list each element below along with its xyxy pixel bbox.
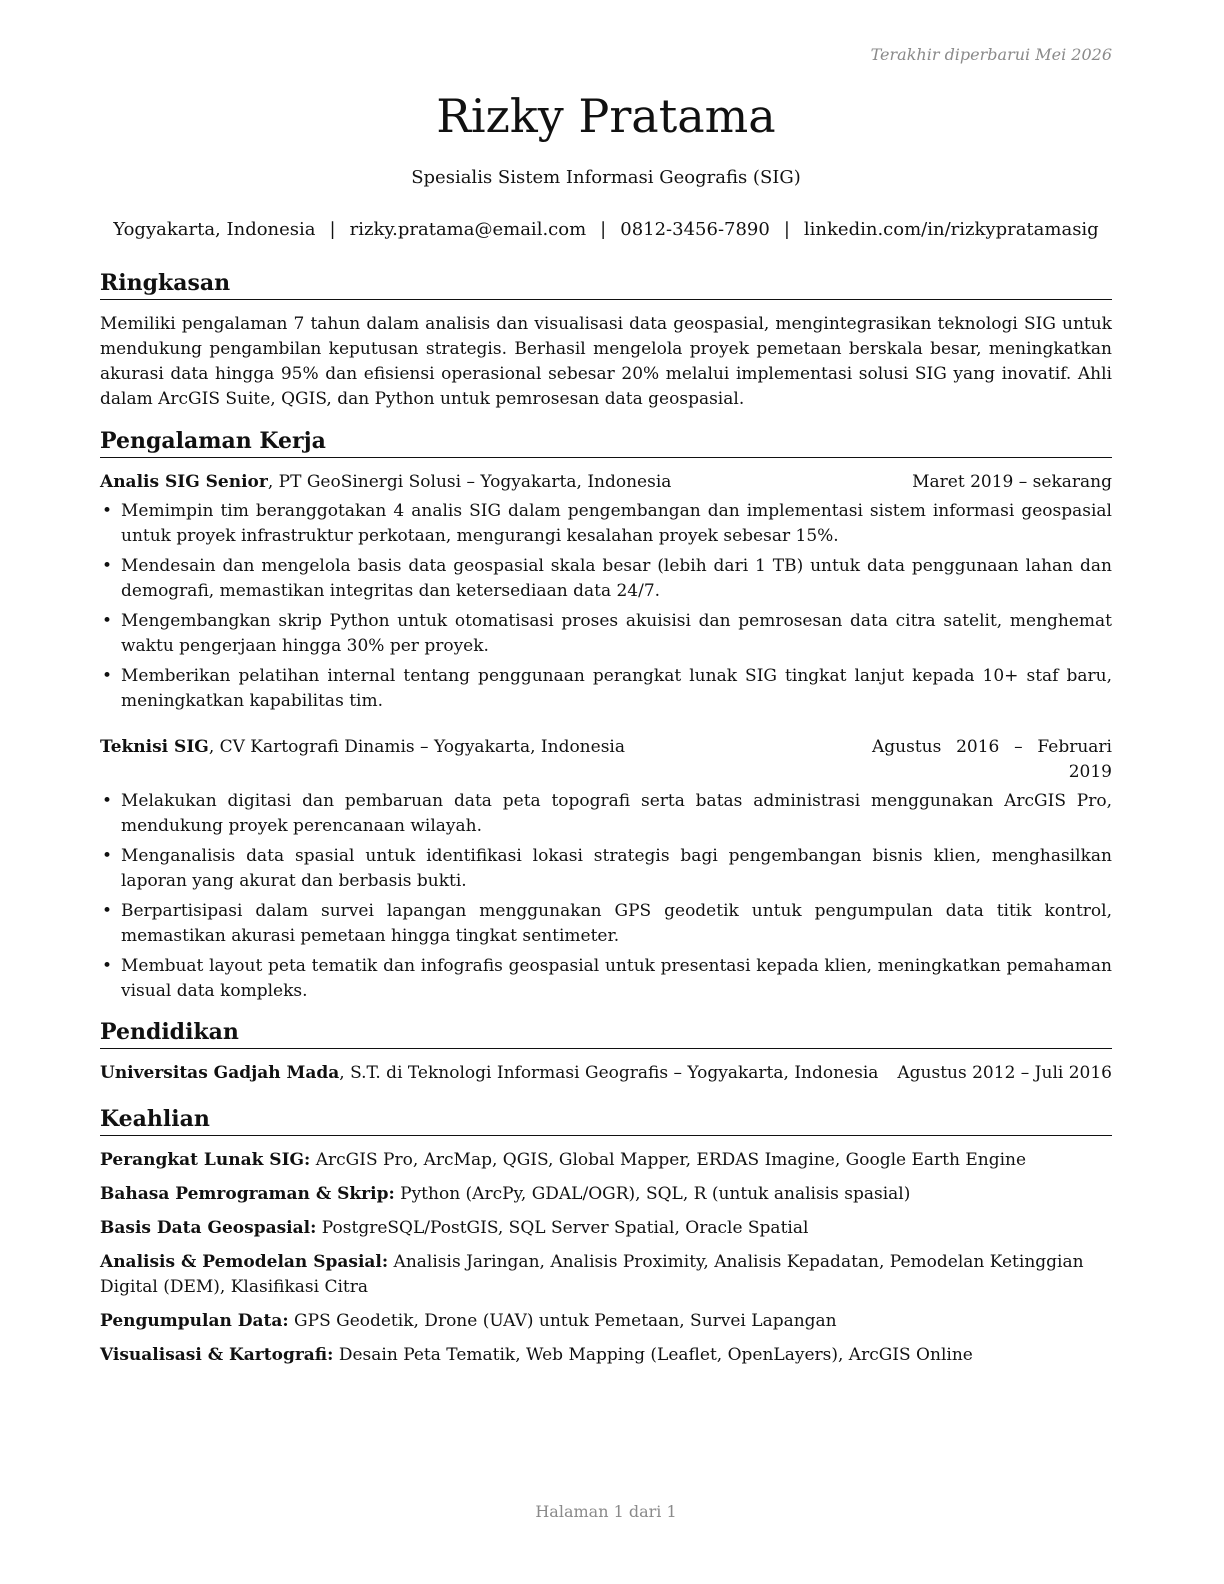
job-company: , CV Kartografi Dinamis – Yogyakarta, Indonesia: [208, 737, 625, 757]
education-school: Universitas Gadjah Mada: [100, 1063, 340, 1083]
page-number: Halaman 1 dari 1: [535, 1502, 677, 1521]
job-entry: [100, 735, 1112, 1004]
job-entry: [100, 470, 1112, 714]
job-bullets: [100, 789, 1112, 1004]
candidate-name: Rizky Pratama: [436, 89, 776, 143]
skill-value: Desain Peta Tematik, Web Mapping (Leaflet, OpenLayers), ArcGIS Online: [333, 1345, 973, 1365]
contact-phone: 0812-3456-7890: [620, 219, 770, 240]
contact-linkedin[interactable]: linkedin.com/in/rizkypratamasig: [803, 219, 1099, 240]
job-bullet: • Menganalisis data spasial untuk identifikasi lokasi strategis bagi pengembangan bisnis klien, menghasilkan laporan yang akurat dan berbasis bukti.: [100, 844, 1112, 894]
skill-value: Python (ArcPy, GDAL/OGR), SQL, R (untuk analisis spasial): [394, 1184, 911, 1204]
contact-location: Yogyakarta, Indonesia: [113, 219, 316, 240]
skill-label: Visualisasi & Kartografi:: [100, 1345, 334, 1365]
contact-separator: |: [783, 219, 790, 240]
skill-row: [100, 1216, 1112, 1241]
skill-row: [100, 1148, 1112, 1173]
skill-row: [100, 1309, 1112, 1334]
last-updated: Terakhir diperbarui Mei 2026: [870, 45, 1112, 64]
section-title-experience: Pengalaman Kerja: [100, 426, 1112, 458]
job-bullet: • Memberikan pelatihan internal tentang penggunaan perangkat lunak SIG tingkat lanjut kepada 10+ staf baru, meningkatkan kapabilitas tim.: [100, 664, 1112, 714]
summary-text: Memiliki pengalaman 7 tahun dalam analisis dan visualisasi data geospasial, mengintegrasikan teknologi SIG untuk mendukung pengambilan keputusan strategis. Berhasil mengelola proyek pemetaan berskala besar, meningkatkan akurasi data hingga 95% dan efisiensi operasional sebesar 20% melalui implementasi solusi SIG yang inovatif. Ahli dalam ArcGIS Suite, QGIS, dan Python untuk pemrosesan data geospasial.: [100, 314, 1112, 409]
education-entry: [100, 1061, 1112, 1086]
section-title-education: Pendidikan: [100, 1017, 1112, 1049]
contact-line: [90, 219, 1122, 240]
skill-label: Basis Data Geospasial:: [100, 1218, 317, 1238]
job-dates: Maret 2019 – sekarang: [912, 472, 1112, 492]
job-header: [100, 470, 1112, 495]
education-degree: , S.T. di Teknologi Informasi Geografis – Yogyakarta, Indonesia: [339, 1063, 879, 1083]
job-dates: Agustus 2016 – Februari 2019: [872, 737, 1112, 782]
job-role: Analis SIG Senior: [100, 472, 268, 492]
job-header: [100, 735, 1112, 785]
contact-separator: |: [329, 219, 336, 240]
skill-label: Pengumpulan Data:: [100, 1311, 289, 1331]
skill-row: [100, 1250, 1112, 1300]
section-title-summary: Ringkasan: [100, 268, 1112, 300]
skill-row: [100, 1182, 1112, 1207]
job-bullet: • Melakukan digitasi dan pembaruan data peta topografi serta batas administrasi menggunakan ArcGIS Pro, mendukung proyek perencanaan wilayah.: [100, 789, 1112, 839]
job-bullet: • Memimpin tim beranggotakan 4 analis SIG dalam pengembangan dan implementasi sistem informasi geospasial untuk proyek infrastruktur perkotaan, mengurangi kesalahan proyek sebesar 15%.: [100, 499, 1112, 549]
section-title-skills: Keahlian: [100, 1104, 1112, 1136]
contact-email[interactable]: rizky.pratama@email.com: [349, 219, 587, 240]
job-bullet: • Mengembangkan skrip Python untuk otomatisasi proses akuisisi dan pemrosesan data citra satelit, menghemat waktu pengerjaan hingga 30% per proyek.: [100, 609, 1112, 659]
skill-value: PostgreSQL/PostGIS, SQL Server Spatial, Oracle Spatial: [316, 1218, 809, 1238]
skill-value: ArcGIS Pro, ArcMap, QGIS, Global Mapper, ERDAS Imagine, Google Earth Engine: [310, 1150, 1027, 1170]
contact-separator: |: [600, 219, 607, 240]
education-dates: Agustus 2012 – Juli 2016: [897, 1063, 1112, 1083]
resume-content: [100, 268, 1112, 1377]
skill-row: [100, 1343, 1112, 1368]
candidate-title: Spesialis Sistem Informasi Geografis (SIG): [411, 167, 801, 188]
job-bullet: • Mendesain dan mengelola basis data geospasial skala besar (lebih dari 1 TB) untuk data penggunaan lahan dan demografi, memastikan integritas dan ketersediaan data 24/7.: [100, 554, 1112, 604]
job-bullets: [100, 499, 1112, 714]
skill-value: Analisis Jaringan, Analisis Proximity, Analisis Kepadatan, Pemodelan Ketinggian Digital (DEM), Klasifikasi Citra: [100, 1252, 1084, 1297]
job-bullet: • Berpartisipasi dalam survei lapangan menggunakan GPS geodetik untuk pengumpulan data titik kontrol, memastikan akurasi pemetaan hingga tingkat sentimeter.: [100, 899, 1112, 949]
skill-label: Perangkat Lunak SIG:: [100, 1150, 311, 1170]
skill-label: Analisis & Pemodelan Spasial:: [100, 1252, 389, 1272]
resume-page: [100, 0, 1112, 1584]
job-bullet: • Membuat layout peta tematik dan infografis geospasial untuk presentasi kepada klien, meningkatkan pemahaman visual data kompleks.: [100, 954, 1112, 1004]
skill-label: Bahasa Pemrograman & Skrip:: [100, 1184, 395, 1204]
job-company: , PT GeoSinergi Solusi – Yogyakarta, Indonesia: [267, 472, 672, 492]
job-role: Teknisi SIG: [100, 737, 209, 757]
skill-value: GPS Geodetik, Drone (UAV) untuk Pemetaan, Survei Lapangan: [288, 1311, 837, 1331]
